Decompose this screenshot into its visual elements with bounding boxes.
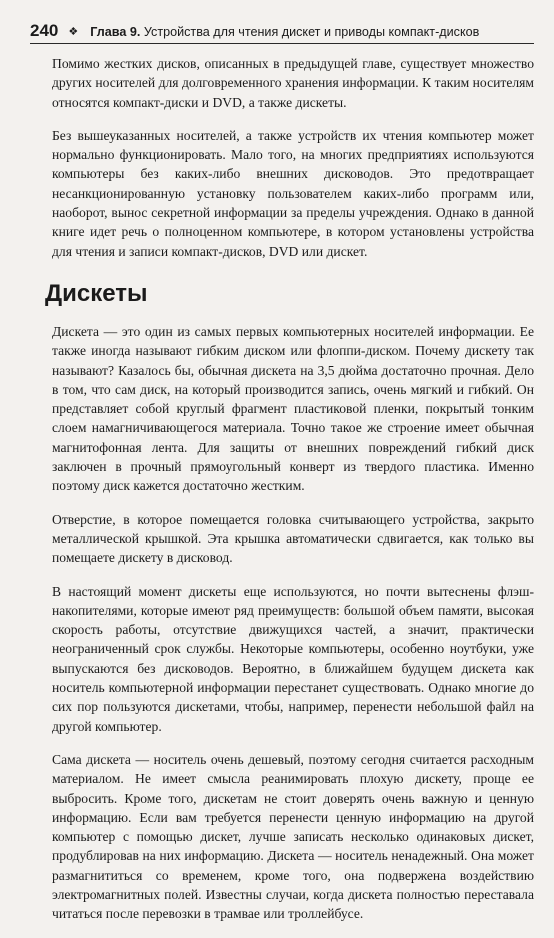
running-header <box>30 21 534 44</box>
paragraph: В настоящий момент дискеты еще используются, но почти вытеснены флэш-накопителями, которые имеют ряд преимуществ: большой объем памяти, высокая скорость работы, отсутствие движущихся частей, а значит, практически неограниченный срок службы. Некоторые компьютеры, особенно ноутбуки, уже выпускаются без дисководов. Вероятно, в ближайшем будущем дискета как носитель компьютерной информации перестанет существовать. Однако многие до сих пор пользуются дискетами, чтобы, например, перенести небольшой файл на другой компьютер. <box>52 583 534 734</box>
page-number: 240 <box>30 21 59 40</box>
chapter-title: Устройства для чтения дискет и приводы компакт-дисков <box>143 25 480 39</box>
page-body <box>45 54 534 938</box>
diamond-ornament-icon: ❖ <box>68 26 79 38</box>
paragraph: Дискета — это один из самых первых компьютерных носителей информации. Ее также иногда называют гибким диском или флоппи-диском. Почему дискету так называют? Казалось бы, обычная дискета на 3,5 дюйма достаточно прочная. Дело в том, что сам диск, на который производится запись, очень мягкий и гибкий. Он представляет собой круглый фрагмент пластиковой пленки, покрытый тонким слоем намагничивающегося материала. Точно такое же строение имеет обычная магнитофонная лента. Для защиты от внешних повреждений гибкий диск заключен в прочный прямоугольный конверт из твердого пластика. Именно поэтому диск кажется достаточно жестким. <box>52 323 534 494</box>
section-heading: Дискеты <box>45 279 148 307</box>
paragraph: Сама дискета — носитель очень дешевый, поэтому сегодня считается расходным материалом. Не имеет смысла реанимировать плохую дискету, проще ее выбросить. Кроме того, дискетам не стоит доверять очень важную и ценную информацию. Если вам требуется перенести ценную информацию на другой компьютер с помощью дискет, лучше записать несколько одинаковых дискет, продублировав на них информацию. Дискета — носитель ненадежный. Она может размагнититься со временем, кроме того, она подвержена воздействию электромагнитных полей. Известны случаи, когда дискета полностью переставала читаться после перевозки в трамвае или троллейбусе. <box>52 751 534 922</box>
paragraph: Без вышеуказанных носителей, а также устройств их чтения компьютер может нормально функционировать. Мало того, на многих предприятиях используются компьютеры без каких-либо внешних дисководов. Это предотвращает несанкционированную установку пользователем каких-либо программ или, наоборот, вынос секретной информации за пределы учреждения. Однако в данной книге идет речь о полноценном компьютере, в котором установлены устройства для чтения и записи компакт-дисков, DVD или дискет. <box>52 127 534 259</box>
chapter-label: Глава 9. <box>90 25 141 39</box>
paragraph: Отверстие, в которое помещается головка считывающего устройства, закрыто металлической крышкой. Эта крышка автоматически сдвигается, как только вы помещаете дискету в дисковод. <box>52 511 534 566</box>
running-title <box>90 25 479 39</box>
paragraph: Помимо жестких дисков, описанных в предыдущей главе, существует множество других носителей для долговременного хранения информации. К таким носителям относятся компакт-диски и DVD, а также дискеты. <box>52 56 534 110</box>
